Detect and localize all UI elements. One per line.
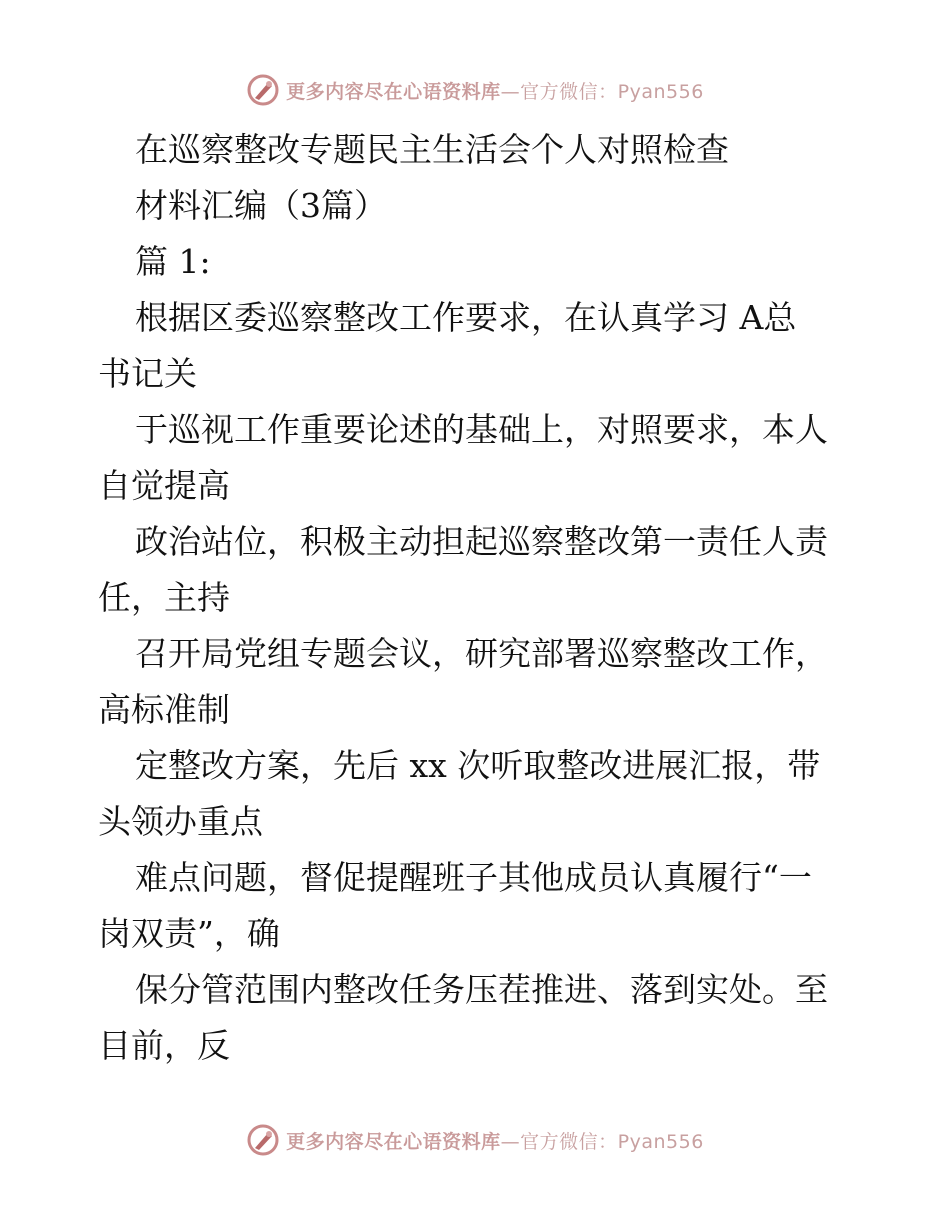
text-line: 书记关 xyxy=(98,354,197,393)
watermark-text xyxy=(286,1127,704,1154)
text-line: 保分管范围内整改任务压茬推进、落到实处。至 xyxy=(135,970,828,1009)
watermark-separator: — xyxy=(500,80,521,103)
text-line: 在巡察整改专题民主生活会个人对照检查 xyxy=(135,130,729,169)
text-line: 召开局党组专题会议，研究部署巡察整改工作， xyxy=(135,634,828,673)
text-line: 政治站位，积极主动担起巡察整改第一责任人责 xyxy=(135,522,828,561)
text-line: 于巡视工作重要论述的基础上，对照要求，本人 xyxy=(135,410,828,449)
watermark-header xyxy=(0,70,950,110)
watermark-wechat: 官方微信：Pyan556 xyxy=(520,1130,704,1153)
text-line: 材料汇编（3篇） xyxy=(135,186,387,225)
text-line: 岗双责”，确 xyxy=(98,914,280,953)
document-body xyxy=(98,122,858,1074)
watermark-wechat: 官方微信：Pyan556 xyxy=(520,80,704,103)
watermark-separator: — xyxy=(500,1130,521,1153)
text-line: 头领办重点 xyxy=(98,802,263,841)
text-line: 任，主持 xyxy=(98,578,230,617)
watermark-text xyxy=(286,77,704,104)
text-line: 自觉提高 xyxy=(98,466,230,505)
text-line: 定整改方案，先后 xx 次听取整改进展汇报，带 xyxy=(135,746,821,785)
watermark-brand: 更多内容尽在心语资料库 xyxy=(286,1130,501,1153)
text-line: 篇 1: xyxy=(135,242,211,281)
watermark-footer xyxy=(0,1120,950,1160)
pen-logo-icon xyxy=(246,1123,280,1157)
text-line: 高标准制 xyxy=(98,690,230,729)
text-line: 根据区委巡察整改工作要求，在认真学习 A总 xyxy=(135,298,797,337)
text-line: 目前，反 xyxy=(98,1026,230,1065)
watermark-brand: 更多内容尽在心语资料库 xyxy=(286,80,501,103)
text-line: 难点问题，督促提醒班子其他成员认真履行“一 xyxy=(135,858,812,897)
pen-logo-icon xyxy=(246,73,280,107)
